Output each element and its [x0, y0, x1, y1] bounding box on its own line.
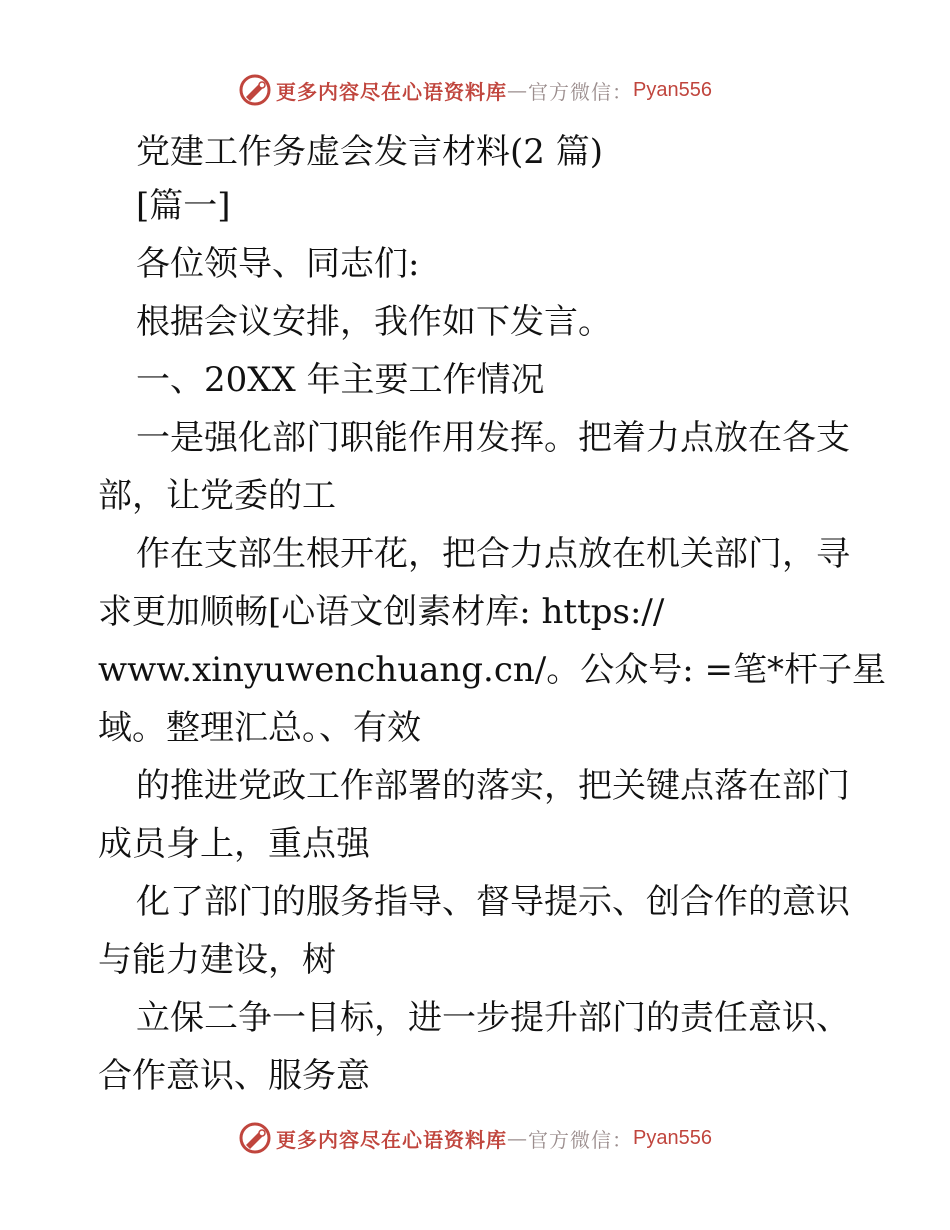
paragraph-line: 部，让党委的工 [98, 476, 336, 516]
banner-dash: — [507, 1126, 529, 1150]
paragraph-line: 与能力建设，树 [98, 940, 336, 980]
section-heading: 一、20XX 年主要工作情况 [136, 360, 545, 400]
banner-main-text: 更多内容尽在心语资料库 [276, 1127, 508, 1152]
document-title: 党建工作务虚会发言材料(2 篇) [136, 132, 603, 172]
footer-banner [0, 1118, 950, 1158]
header-banner [0, 70, 950, 110]
banner-wechat-id: Pyan556 [633, 78, 712, 101]
paragraph-line: 求更加顺畅[心语文创素材库: https:// [98, 592, 665, 632]
section-label: [篇一] [136, 186, 231, 226]
paragraph-line: www.xinyuwenchuang.cn/。公众号: =笔*杆子星 [98, 650, 886, 690]
greeting: 各位领导、同志们: [136, 244, 420, 284]
intro-paragraph: 根据会议安排，我作如下发言。 [136, 302, 612, 342]
banner-wechat-label: 官方微信： [528, 79, 634, 104]
paragraph-line: 域。整理汇总。、有效 [98, 708, 421, 748]
paragraph-line: 化了部门的服务指导、督导提示、创合作的意识 [136, 882, 850, 922]
paragraph-line: 作在支部生根开花，把合力点放在机关部门，寻 [136, 534, 850, 574]
paragraph-line: 的推进党政工作部署的落实，把关键点落在部门 [136, 766, 850, 806]
brand-logo-icon [238, 73, 272, 107]
paragraph-line: 合作意识、服务意 [98, 1056, 370, 1096]
banner-dash: — [507, 78, 529, 102]
banner-wechat-label: 官方微信： [528, 1127, 634, 1152]
brand-logo-icon [238, 1121, 272, 1155]
banner-main-text: 更多内容尽在心语资料库 [276, 79, 508, 104]
paragraph-line: 立保二争一目标，进一步提升部门的责任意识、 [136, 998, 850, 1038]
paragraph-line: 成员身上，重点强 [98, 824, 370, 864]
banner-wechat-id: Pyan556 [633, 1126, 712, 1149]
paragraph-line: 一是强化部门职能作用发挥。把着力点放在各支 [136, 418, 850, 458]
